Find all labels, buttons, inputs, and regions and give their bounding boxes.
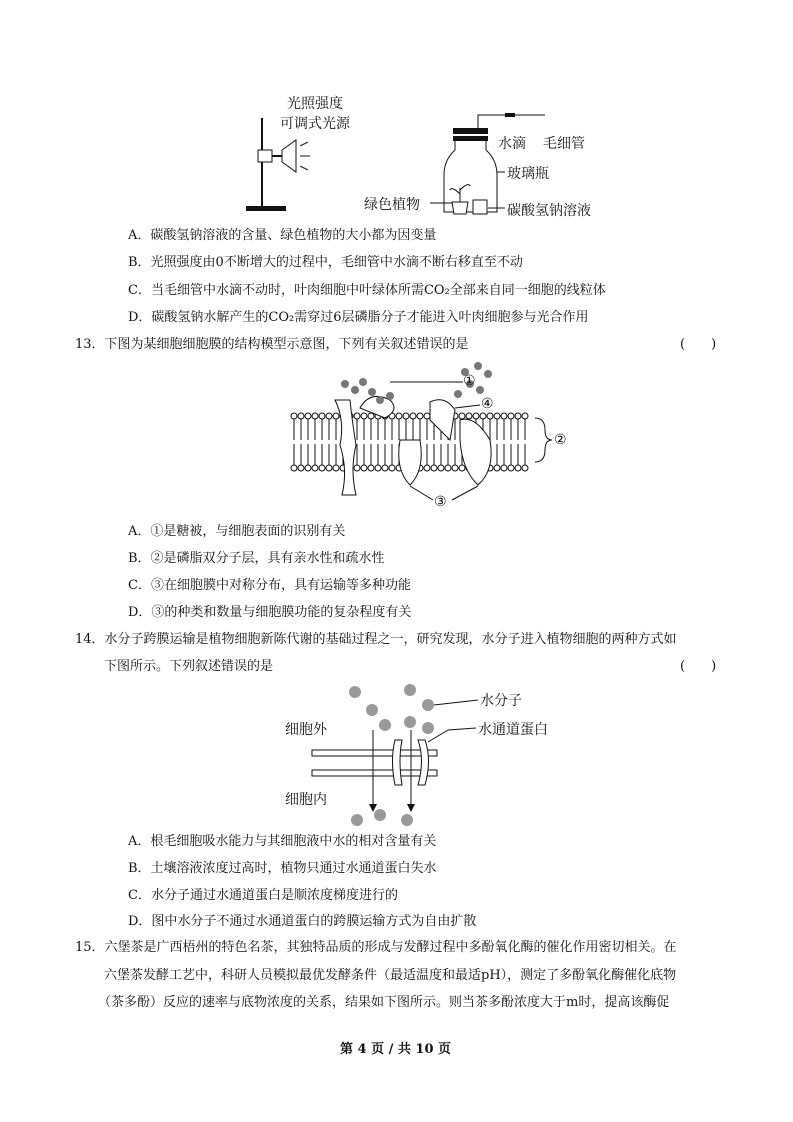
q15-stem-line2: 六堡茶发酵工艺中，科研人员模拟最优发酵条件（最适温度和最适pH），测定了多酚氧化酶催化底物 — [104, 968, 677, 983]
q14-answer-blank: ( ) — [680, 659, 717, 674]
solution-label: 碳酸氢钠溶液 — [507, 203, 591, 219]
q12-option-d: D．碳酸氢钠水解产生的CO₂需穿过6层磷脂分子才能进入叶肉细胞参与光合作用 — [128, 310, 589, 325]
q14-stem-line2: 下图所示。下列叙述错误的是 — [104, 659, 274, 674]
light-intensity-label: 光照强度 — [287, 96, 343, 112]
label-3: ③ — [434, 494, 447, 510]
q14-option-d: D．图中水分子不通过水通道蛋白的跨膜运输方式为自由扩散 — [128, 914, 477, 929]
plant-label: 绿色植物 — [364, 197, 420, 213]
page-footer: 第 4 页 / 共 10 页 — [340, 1042, 452, 1057]
inside-cell-label: 细胞内 — [285, 792, 327, 808]
water-drop-label: 水滴 — [498, 136, 526, 152]
q13-option-a: A．①是糖被，与细胞表面的识别有关 — [128, 524, 346, 539]
q12-option-c: C．当毛细管中水滴不动时，叶肉细胞中叶绿体所需CO₂全部来自同一细胞的线粒体 — [128, 283, 606, 298]
outside-cell-label: 细胞外 — [285, 722, 327, 738]
water-molecule-label: 水分子 — [480, 693, 522, 709]
water-transport-drawing — [0, 680, 793, 830]
q15-stem-line3: （茶多酚）反应的速率与底物浓度的关系，结果如下图所示。则当茶多酚浓度大于m时，提高该酶促 — [98, 995, 670, 1010]
aquaporin-label: 水通道蛋白 — [478, 722, 548, 738]
label-2: ② — [554, 432, 567, 448]
q15-stem-line1: 15．六堡茶是广西梧州的特色名茶，其独特品质的形成与发酵过程中多酚氧化酶的催化作用密切相关。在 — [75, 940, 677, 955]
q13-option-d: D．③的种类和数量与细胞膜功能的复杂程度有关 — [128, 605, 412, 620]
q13-stem: 13．下图为某细胞细胞膜的结构模型示意图，下列有关叙述错误的是 — [75, 337, 469, 352]
glass-bottle-label: 玻璃瓶 — [507, 166, 549, 182]
q13-answer-blank: ( ) — [680, 337, 717, 352]
light-source-label: 可调式光源 — [280, 116, 350, 132]
q12-option-b: B．光照强度由0不断增大的过程中，毛细管中水滴不断右移直至不动 — [128, 255, 523, 270]
label-1: ① — [463, 373, 476, 389]
membrane-drawing — [0, 360, 793, 520]
q14-option-c: C．水分子通过水通道蛋白是顺浓度梯度进行的 — [128, 888, 398, 903]
q13-option-c: C．③在细胞膜中对称分布，具有运输等多种功能 — [128, 578, 411, 593]
q13-option-b: B．②是磷脂双分子层，具有亲水性和疏水性 — [128, 551, 385, 566]
capillary-label: 毛细管 — [543, 136, 585, 152]
q12-option-a: A．碳酸氢钠溶液的含量、绿色植物的大小都为因变量 — [128, 228, 437, 243]
q14-option-b: B．土壤溶液浓度过高时，植物只通过水通道蛋白失水 — [128, 861, 437, 876]
label-4: ④ — [481, 396, 494, 412]
q14-stem-line1: 14．水分子跨膜运输是植物细胞新陈代谢的基础过程之一，研究发现，水分子进入植物细胞的两种方式如 — [75, 632, 677, 647]
q14-option-a: A．根毛细胞吸水能力与其细胞液中水的相对含量有关 — [128, 834, 437, 849]
